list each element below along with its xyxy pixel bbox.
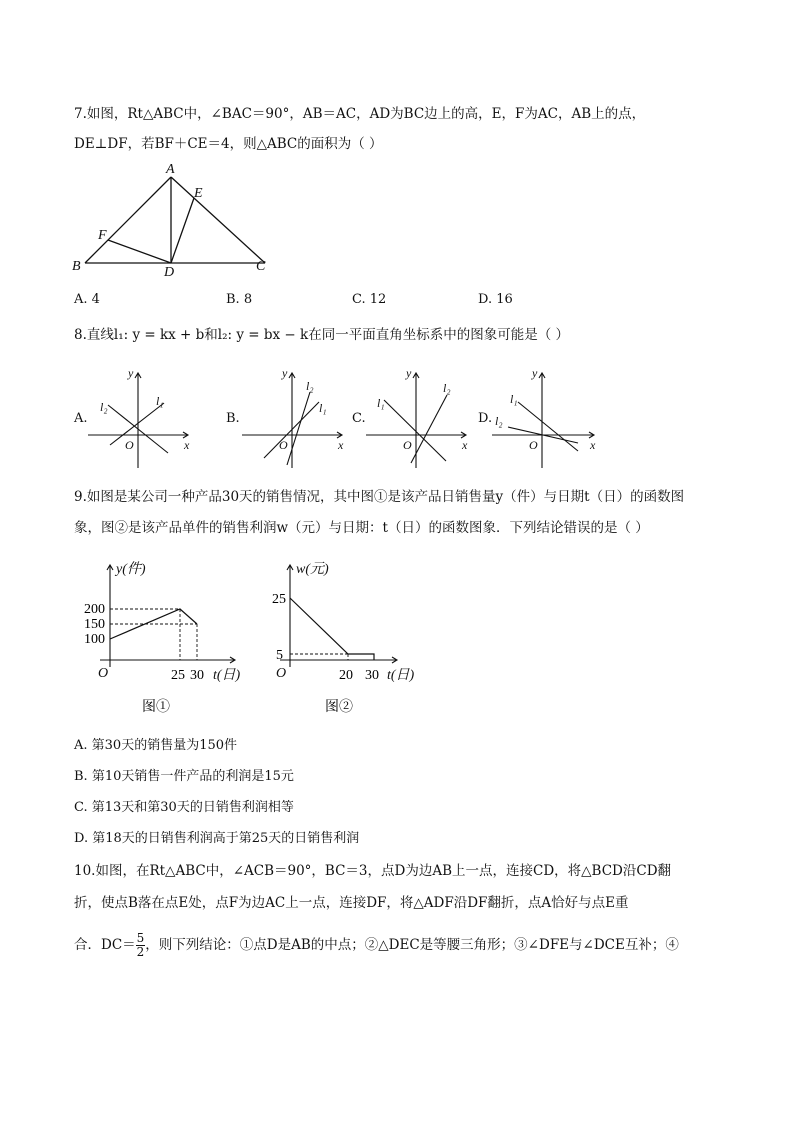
q8a-y-label: y xyxy=(128,366,134,380)
chart2-xtick-20: 20 xyxy=(339,668,353,683)
q10-fraction xyxy=(136,932,146,959)
chart1-xlabel: t(日) xyxy=(213,668,241,683)
q7-option-d[interactable]: D. 16 xyxy=(478,292,513,307)
q8b-x-label: x xyxy=(338,438,344,452)
chart2-origin: O xyxy=(276,666,287,681)
q8a-l1: l₁ xyxy=(156,394,164,408)
chart1-caption: 图① xyxy=(142,700,170,715)
q7-option-a[interactable]: A. 4 xyxy=(74,292,100,307)
q7-option-c[interactable]: C. 12 xyxy=(352,292,387,307)
q8b-l1: l₁ xyxy=(319,401,327,415)
q8-option-c-letter[interactable]: C. xyxy=(352,411,366,426)
q8-option-a-letter[interactable]: A. xyxy=(74,411,88,426)
chart1-xtick-25: 25 xyxy=(171,668,185,683)
q8a-x-label: x xyxy=(184,438,190,452)
chart1-ylabel: y(件) xyxy=(116,562,146,577)
q9-option-c[interactable]: C. 第13天和第30天的日销售利润相等 xyxy=(74,800,294,815)
q9-chart2 xyxy=(262,555,437,720)
q7-option-b[interactable]: B. 8 xyxy=(226,292,253,307)
q9-chart1 xyxy=(80,555,260,720)
chart2-profit-line xyxy=(290,598,374,660)
q10-stem-line2: 折，使点B落在点E处，点F为边AC上一点，连接DF，将△ADF沿DF翻折，点A恰好与点E重 xyxy=(74,895,629,911)
chart1-ytick-100: 100 xyxy=(84,632,105,647)
q10-stem-line3 xyxy=(74,930,679,960)
q8-graph-a[interactable] xyxy=(88,365,198,473)
label-D: D xyxy=(164,265,175,280)
chart1-origin: O xyxy=(98,666,109,681)
label-A: A xyxy=(166,162,175,177)
q8a-l2: l₂ xyxy=(100,400,108,414)
q9-option-a[interactable]: A. 第30天的销售量为150件 xyxy=(74,738,238,753)
q8-stem: 8.直线l₁: y = kx + b和l₂: y = bx − k在同一平面直角坐标系中的图象可能是（ ） xyxy=(74,327,570,343)
q8c-origin: O xyxy=(403,438,412,452)
q10-line3-post: ，则下列结论：①点D是AB的中点；②△DEC是等腰三角形；③∠DFE与∠DCE互补；④ xyxy=(145,937,679,953)
q8c-l2: l₂ xyxy=(443,381,451,395)
q8d-l1: l₁ xyxy=(510,392,518,406)
q8b-origin: O xyxy=(279,438,288,452)
q10-line3-pre: 合．DC＝ xyxy=(74,937,136,953)
chart1-ytick-150: 150 xyxy=(84,617,105,632)
q9-option-b[interactable]: B. 第10天销售一件产品的利润是15元 xyxy=(74,769,294,784)
chart1-ytick-200: 200 xyxy=(84,602,105,617)
q9-option-d[interactable]: D. 第18天的日销售利润高于第25天的日销售利润 xyxy=(74,831,360,846)
q9-stem-line1: 9.如图是某公司一种产品30天的销售情况，其中图①是该产品日销售量y（件）与日期t（日）的函数图 xyxy=(74,489,685,505)
q7-triangle-figure xyxy=(60,160,290,285)
chart2-ytick-5: 5 xyxy=(276,648,283,663)
chart2-ylabel: w(元) xyxy=(296,562,329,577)
q8b-y-label: y xyxy=(282,366,288,380)
fraction-denominator: 2 xyxy=(136,945,145,959)
q9-stem-line2: 象，图②是该产品单件的销售利润w（元）与日期：t（日）的函数图象．下列结论错误的是（ ） xyxy=(74,520,649,536)
label-B: B xyxy=(72,259,81,274)
q7-stem-line1: 7.如图，Rt△ABC中，∠BAC＝90°，AB＝AC，AD为BC边上的高，E，F为AC，AB上的点， xyxy=(74,106,646,122)
label-E: E xyxy=(194,186,203,201)
label-C: C xyxy=(256,259,266,274)
fraction-numerator: 5 xyxy=(136,931,145,945)
q7-stem-line2: DE⊥DF，若BF＋CE＝4，则△ABC的面积为（ ） xyxy=(74,136,383,152)
q10-stem-line1: 10.如图，在Rt△ABC中，∠ACB＝90°，BC＝3，点D为边AB上一点，连接CD，将△BCD沿CD翻 xyxy=(74,863,672,879)
q8d-l2: l₂ xyxy=(495,414,503,428)
q8-graph-d[interactable] xyxy=(492,365,604,473)
q8b-l2: l₂ xyxy=(306,379,314,393)
q8c-l1: l₁ xyxy=(377,396,385,410)
chart2-xlabel: t(日) xyxy=(387,668,415,683)
q8d-origin: O xyxy=(529,438,538,452)
q8-option-b-letter[interactable]: B. xyxy=(226,411,240,426)
label-F: F xyxy=(98,228,107,243)
chart2-caption: 图② xyxy=(325,700,353,715)
chart1-xtick-30: 30 xyxy=(190,668,204,683)
q8c-y-label: y xyxy=(406,366,412,380)
chart2-xtick-30: 30 xyxy=(365,668,379,683)
q8d-y-label: y xyxy=(532,366,538,380)
chart1-sales-line xyxy=(110,609,197,639)
q8c-x-label: x xyxy=(462,438,468,452)
q8-graph-c[interactable] xyxy=(366,365,476,473)
q8d-x-label: x xyxy=(590,438,596,452)
q8-option-d-letter[interactable]: D. xyxy=(478,411,493,426)
q8-graph-b[interactable] xyxy=(242,365,352,473)
q8a-origin: O xyxy=(125,438,134,452)
chart2-ytick-25: 25 xyxy=(272,592,286,607)
